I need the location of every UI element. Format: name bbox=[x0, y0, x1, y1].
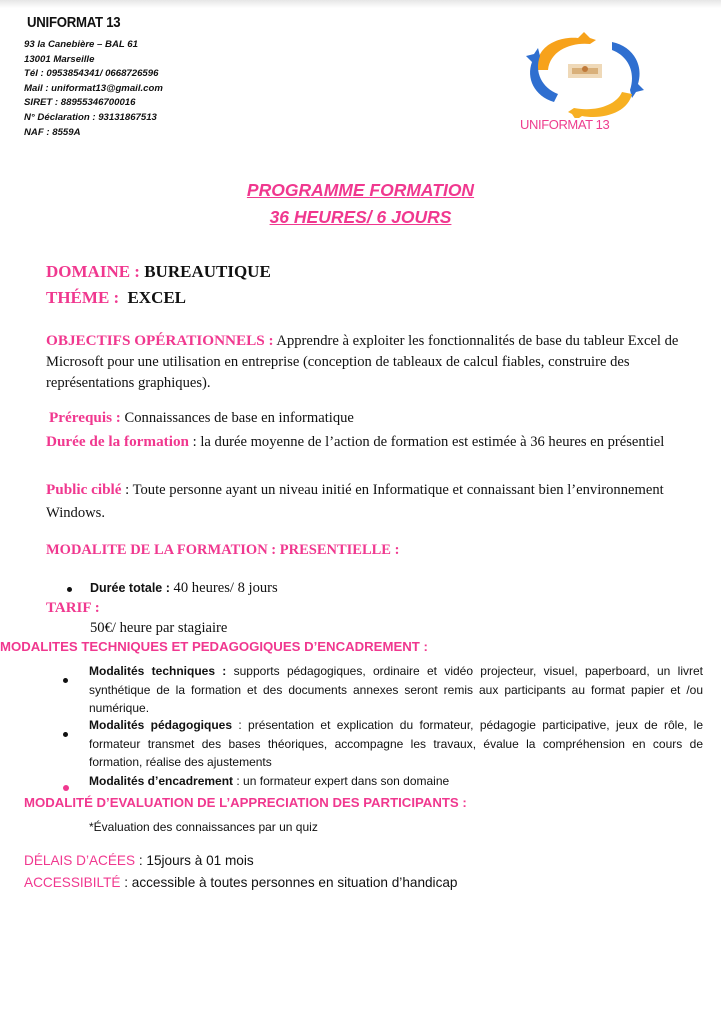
duree-totale-value: 40 heures/ 8 jours bbox=[173, 580, 278, 596]
item-text: supports pédagogiques, ordinaire et vidéo projecteur, visuel, paperboard, un livret synthétique de la formation et des documents annexes seront remis aux participants au format papier et /ou numérique. bbox=[89, 664, 703, 715]
modalite-formation-heading: MODALITE DE LA FORMATION : PRESENTIELLE : bbox=[46, 542, 400, 558]
modalites-techniques-heading: MODALITES TECHNIQUES ET PEDAGOGIQUES D’ENCADREMENT : bbox=[0, 639, 428, 654]
org-city: 13001 Marseille bbox=[24, 53, 95, 65]
modalites-encadrement-item bbox=[89, 772, 703, 791]
objectifs-text: Apprendre à exploiter les fonctionnalités de base du tableur Excel de Microsoft pour une utilisation en entreprise (conception de tableaux de calcul fiables, construire des représentations graphiques). bbox=[46, 333, 679, 391]
delais-row bbox=[24, 853, 254, 868]
objectifs-section bbox=[46, 330, 696, 394]
theme-value: EXCEL bbox=[127, 288, 187, 307]
accessibilite-label: ACCESSIBILTÉ bbox=[24, 875, 121, 890]
theme-row bbox=[46, 288, 186, 308]
tarif-label: TARIF : bbox=[46, 600, 100, 616]
org-declaration: N° Déclaration : 93131867513 bbox=[24, 111, 157, 123]
domaine-row bbox=[46, 262, 271, 282]
theme-label: THÉME : bbox=[46, 288, 120, 307]
page-subtitle: 36 HEURES/ 6 JOURS bbox=[269, 207, 452, 227]
duree-section bbox=[46, 430, 696, 454]
uniformat-logo-icon bbox=[520, 28, 650, 118]
duree-label: Durée de la formation bbox=[46, 433, 189, 450]
objectifs-label: OBJECTIFS OPÉRATIONNELS : bbox=[46, 332, 274, 349]
accessibilite-row bbox=[24, 875, 458, 890]
evaluation-heading: MODALITÉ D’EVALUATION DE L’APPRECIATION DES PARTICIPANTS : bbox=[24, 795, 467, 810]
domaine-value: BUREAUTIQUE bbox=[144, 262, 271, 281]
duree-text: : la durée moyenne de l’action de formation est estimée à 36 heures en présentiel bbox=[192, 434, 665, 450]
item-text: : un formateur expert dans son domaine bbox=[233, 774, 450, 788]
bullet-icon bbox=[63, 778, 69, 797]
org-name: UNIFORMAT 13 bbox=[27, 14, 121, 31]
modalites-techniques-item bbox=[89, 662, 703, 718]
org-contact-block bbox=[24, 38, 163, 140]
accessibilite-text: : accessible à toutes personnes en situation d’handicap bbox=[120, 875, 458, 890]
public-section bbox=[46, 478, 696, 525]
public-text: : Toute personne ayant un niveau initié en Informatique et connaissant bien l’environnement Windows. bbox=[46, 482, 664, 521]
item-label: Modalités pédagogiques bbox=[89, 718, 233, 732]
org-email: Mail : uniformat13@gmail.com bbox=[24, 82, 163, 94]
domaine-label: DOMAINE : bbox=[46, 262, 140, 281]
bullet-icon bbox=[67, 579, 72, 597]
logo-caption: UNIFORMAT 13 bbox=[520, 117, 610, 132]
prerequis-label: Prérequis : bbox=[49, 409, 121, 426]
item-text: : présentation et explication du formateur, pédagogie participative, jeux de rôle, le formateur transmet des bases théoriques, accompagne les travaux, évalue la compréhension en cours de formation, réalise des ajustements bbox=[89, 718, 704, 769]
prerequis-section bbox=[49, 407, 699, 429]
tarif-value: 50€/ heure par stagiaire bbox=[90, 620, 228, 636]
public-label: Public ciblé bbox=[46, 481, 122, 498]
item-label: Modalités techniques : bbox=[89, 664, 227, 678]
modalites-pedagogiques-item bbox=[89, 716, 703, 772]
org-address: 93 la Canebière – BAL 61 bbox=[24, 39, 138, 50]
duree-totale-row bbox=[90, 580, 278, 597]
evaluation-text: *Évaluation des connaissances par un quiz bbox=[89, 820, 318, 834]
duree-totale-label: Durée totale : bbox=[90, 581, 170, 595]
org-phone: Tél : 0953854341/ 0668726596 bbox=[24, 68, 159, 80]
delais-text: : 15jours à 01 mois bbox=[135, 853, 254, 868]
delais-label: DÉLAIS D’ACÉES bbox=[24, 853, 136, 868]
page-top-shadow bbox=[0, 0, 721, 8]
org-siret: SIRET : 88955346700016 bbox=[24, 97, 136, 109]
org-naf: NAF : 8559A bbox=[24, 126, 81, 138]
item-label: Modalités d’encadrement bbox=[89, 774, 234, 788]
page-title: PROGRAMME FORMATION bbox=[246, 180, 475, 200]
prerequis-text: Connaissances de base en informatique bbox=[124, 410, 354, 426]
bullet-icon bbox=[63, 724, 68, 743]
bullet-icon bbox=[63, 670, 68, 689]
